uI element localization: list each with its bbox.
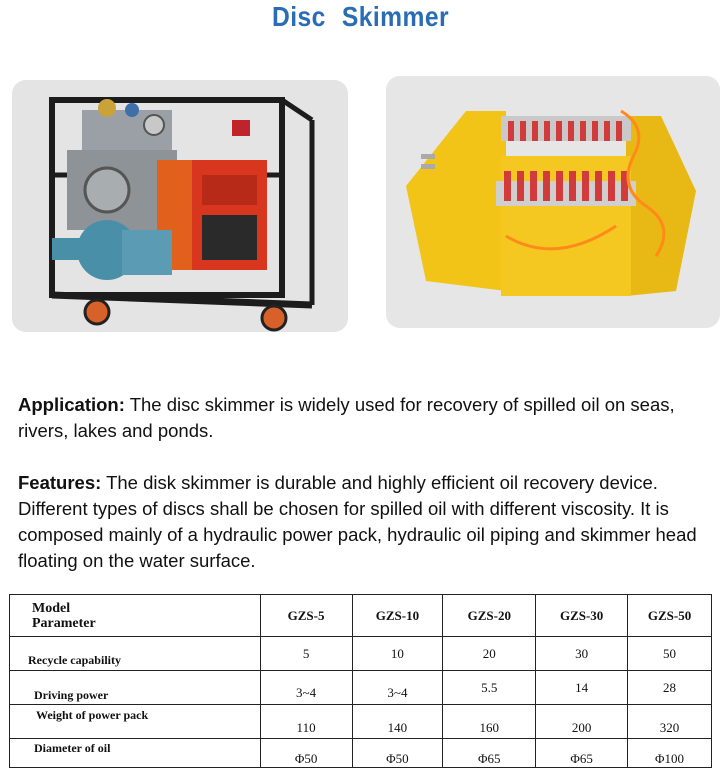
param-weight-of-power-pack: Weight of power pack <box>10 705 261 739</box>
table-cell: Φ50 <box>352 739 443 768</box>
model-gzs-50: GZS-50 <box>628 595 712 637</box>
table-cell: Φ50 <box>260 739 352 768</box>
table-row <box>10 671 712 705</box>
table-header-row <box>10 595 712 637</box>
table-cell: 5 <box>260 637 352 671</box>
header-parameter: Parameter <box>32 615 96 631</box>
param-recycle-capability: Recycle capability <box>10 637 261 671</box>
table-cell: 20 <box>443 637 536 671</box>
table-row <box>10 705 712 739</box>
application-label: Application: <box>18 394 125 415</box>
table-cell: Φ100 <box>628 739 712 768</box>
table-row <box>10 637 712 671</box>
spec-table <box>9 594 712 768</box>
table-cell: 3~4 <box>260 671 352 705</box>
table-cell: 200 <box>536 705 628 739</box>
table-cell: 110 <box>260 705 352 739</box>
table-cell: Φ65 <box>443 739 536 768</box>
power-pack-photo <box>12 80 348 332</box>
param-driving-power: Driving power <box>10 671 261 705</box>
features-text: The disk skimmer is durable and highly efficient oil recovery device. Different types of discs shall be chosen for spilled oil with different viscosity. It is composed mainly of a hydraulic power pack, hydraulic oil piping and skimmer head floating on the water surface. <box>18 472 697 571</box>
table-row <box>10 739 712 768</box>
param-diameter-of-oil: Diameter of oil <box>10 739 261 768</box>
header-model-parameter <box>10 595 261 637</box>
features-label: Features: <box>18 472 102 493</box>
table-cell: 30 <box>536 637 628 671</box>
header-model: Model <box>32 600 71 616</box>
table-cell: 14 <box>536 671 628 705</box>
table-cell: 50 <box>628 637 712 671</box>
table-cell: 5.5 <box>443 671 536 705</box>
page-title: Disc Skimmer <box>271 1 450 32</box>
table-cell: 3~4 <box>352 671 443 705</box>
features-paragraph <box>18 470 714 574</box>
model-gzs-5: GZS-5 <box>260 595 352 637</box>
skimmer-head-photo <box>386 76 720 328</box>
table-cell: 28 <box>628 671 712 705</box>
table-cell: 160 <box>443 705 536 739</box>
application-text: The disc skimmer is widely used for recovery of spilled oil on seas, rivers, lakes and ponds. <box>18 394 675 441</box>
model-gzs-30: GZS-30 <box>536 595 628 637</box>
table-cell: 320 <box>628 705 712 739</box>
table-cell: 140 <box>352 705 443 739</box>
table-cell: Φ65 <box>536 739 628 768</box>
table-cell: 10 <box>352 637 443 671</box>
model-gzs-20: GZS-20 <box>443 595 536 637</box>
application-paragraph <box>18 392 714 444</box>
model-gzs-10: GZS-10 <box>352 595 443 637</box>
